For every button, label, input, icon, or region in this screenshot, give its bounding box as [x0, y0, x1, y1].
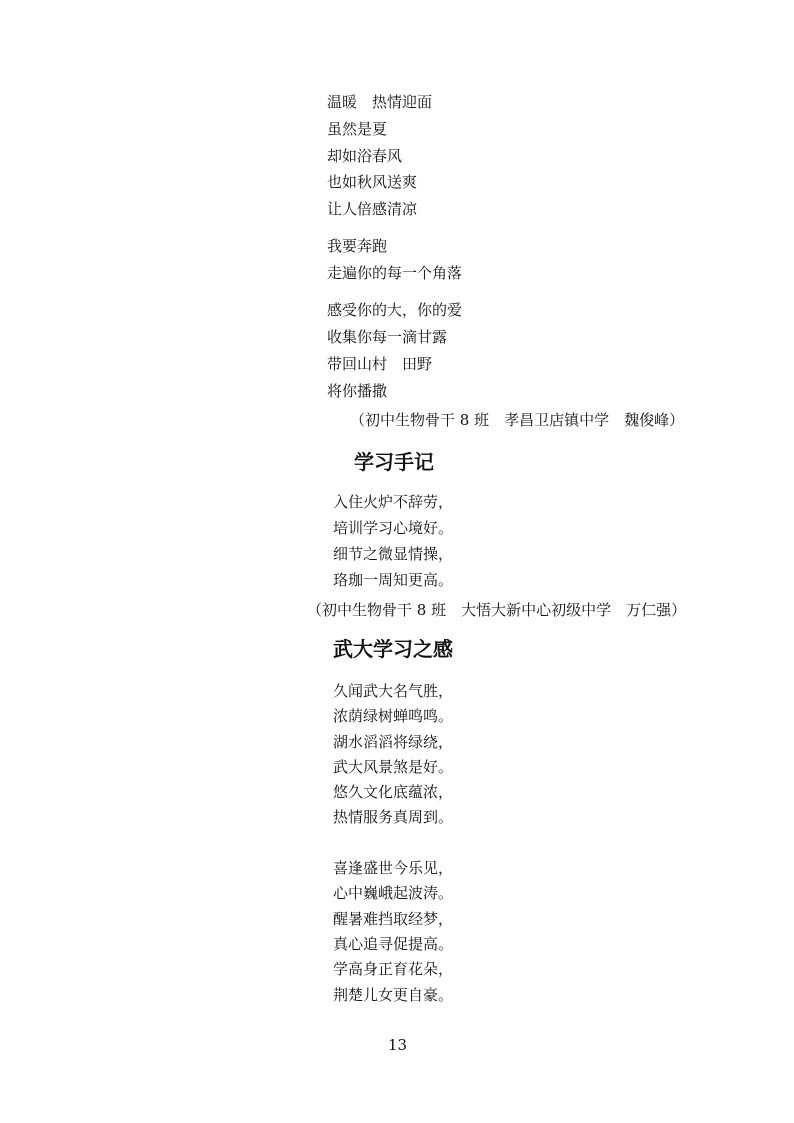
poem-line: 虽然是夏	[327, 120, 388, 138]
poem-line: 入住火炉不辞劳，	[333, 493, 454, 511]
poem-line: 让人倍感清凉	[327, 200, 418, 218]
poem-line: 热情服务真周到。	[333, 808, 454, 826]
poem-line: 感受你的大，你的爱	[327, 301, 463, 319]
poem-line: 久闻武大名气胜，	[333, 682, 454, 700]
poem-line: 我要奔跑	[327, 237, 388, 255]
poem-line: 温暖 热情迎面	[327, 93, 433, 111]
poem-line: 培训学习心境好。	[333, 519, 454, 537]
poem-line: 真心追寻促提高。	[333, 935, 454, 953]
poem-line: 收集你每一滴甘露	[327, 328, 448, 346]
poem-line: 带回山村 田野	[327, 355, 433, 373]
poem-line: 湖水滔滔将绿绕，	[333, 733, 454, 751]
page-number: 13	[388, 1036, 408, 1054]
poem-line: 心中巍峨起波涛。	[333, 884, 454, 902]
author-byline: （初中生物骨干 8 班 孝昌卫店镇中学 魏俊峰）	[350, 411, 685, 429]
poem-line: 学高身正育花朵，	[333, 960, 454, 978]
poem-title: 学习手记	[354, 450, 434, 474]
poem-line: 荆楚儿女更自豪。	[333, 986, 454, 1004]
author-byline: （初中生物骨干 8 班 大悟大新中心初级中学 万仁强）	[307, 601, 687, 619]
poem-line: 悠久文化底蕴浓，	[333, 783, 454, 801]
poem-line: 喜逢盛世今乐见，	[333, 859, 454, 877]
poem-line: 浓荫绿树蝉鸣鸣。	[333, 707, 454, 725]
poem-line: 将你播撒	[327, 382, 388, 400]
poem-line: 醒暑难挡取经梦，	[333, 910, 454, 928]
poem-line: 也如秋风送爽	[327, 173, 418, 191]
poem-line: 珞珈一周知更高。	[333, 571, 454, 589]
poem-line: 细节之微显情操，	[333, 545, 454, 563]
poem-line: 却如浴春风	[327, 147, 403, 165]
poem-title: 武大学习之感	[333, 637, 453, 661]
poem-line: 走遍你的每一个角落	[327, 264, 463, 282]
poem-line: 武大风景煞是好。	[333, 758, 454, 776]
